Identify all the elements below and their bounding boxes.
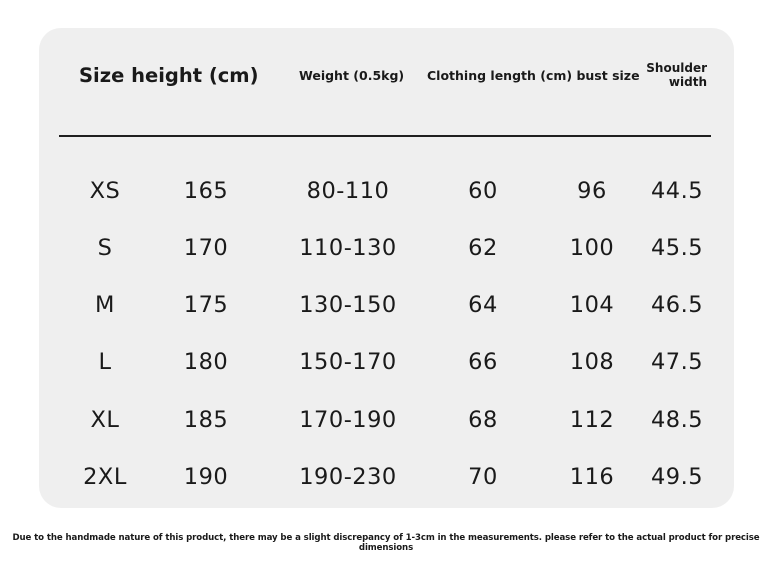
- height-cell: 190: [183, 464, 229, 490]
- shoulder-cell: 49.5: [650, 464, 704, 490]
- header-length-bust: Clothing length (cm) bust size: [427, 68, 640, 83]
- size-cell: S: [97, 235, 113, 261]
- weight-cell: 130-150: [299, 292, 397, 318]
- length-cell: 70: [468, 464, 498, 490]
- table-row: [39, 349, 734, 385]
- shoulder-cell: 46.5: [650, 292, 704, 318]
- header-shoulder-line1: Shoulder: [646, 61, 707, 75]
- size-cell: M: [95, 292, 115, 318]
- table-row: [39, 292, 734, 328]
- bust-cell: 96: [577, 178, 607, 204]
- shoulder-cell: 45.5: [650, 235, 704, 261]
- height-cell: 170: [183, 235, 229, 261]
- weight-cell: 80-110: [306, 178, 390, 204]
- bust-cell: 116: [569, 464, 615, 490]
- measurement-disclaimer: Due to the handmade nature of this product, there may be a slight discrepancy of 1-3cm in the measurements. please refer to the actual product for precise dimensions: [12, 533, 760, 553]
- table-row: [39, 178, 734, 214]
- header-divider: [59, 135, 711, 137]
- shoulder-cell: 48.5: [650, 407, 704, 433]
- shoulder-cell: 44.5: [650, 178, 704, 204]
- length-cell: 62: [468, 235, 498, 261]
- length-cell: 66: [468, 349, 498, 375]
- header-shoulder-line2: width: [668, 75, 707, 89]
- size-cell: 2XL: [83, 464, 127, 490]
- header-size-height: Size height (cm): [79, 64, 259, 87]
- bust-cell: 104: [569, 292, 615, 318]
- weight-cell: 170-190: [299, 407, 397, 433]
- weight-cell: 190-230: [299, 464, 397, 490]
- size-cell: XS: [89, 178, 121, 204]
- size-cell: XL: [90, 407, 120, 433]
- header-shoulder-width: [635, 61, 707, 89]
- bust-cell: 100: [569, 235, 615, 261]
- size-chart-card: [39, 28, 734, 508]
- length-cell: 64: [468, 292, 498, 318]
- shoulder-cell: 47.5: [650, 349, 704, 375]
- header-weight: Weight (0.5kg): [299, 68, 405, 83]
- height-cell: 175: [183, 292, 229, 318]
- table-row: [39, 464, 734, 500]
- weight-cell: 150-170: [299, 349, 397, 375]
- length-cell: 60: [468, 178, 498, 204]
- height-cell: 165: [183, 178, 229, 204]
- length-cell: 68: [468, 407, 498, 433]
- height-cell: 185: [183, 407, 229, 433]
- table-row: [39, 235, 734, 271]
- height-cell: 180: [183, 349, 229, 375]
- size-cell: L: [98, 349, 112, 375]
- bust-cell: 108: [569, 349, 615, 375]
- table-row: [39, 407, 734, 443]
- bust-cell: 112: [569, 407, 615, 433]
- weight-cell: 110-130: [299, 235, 397, 261]
